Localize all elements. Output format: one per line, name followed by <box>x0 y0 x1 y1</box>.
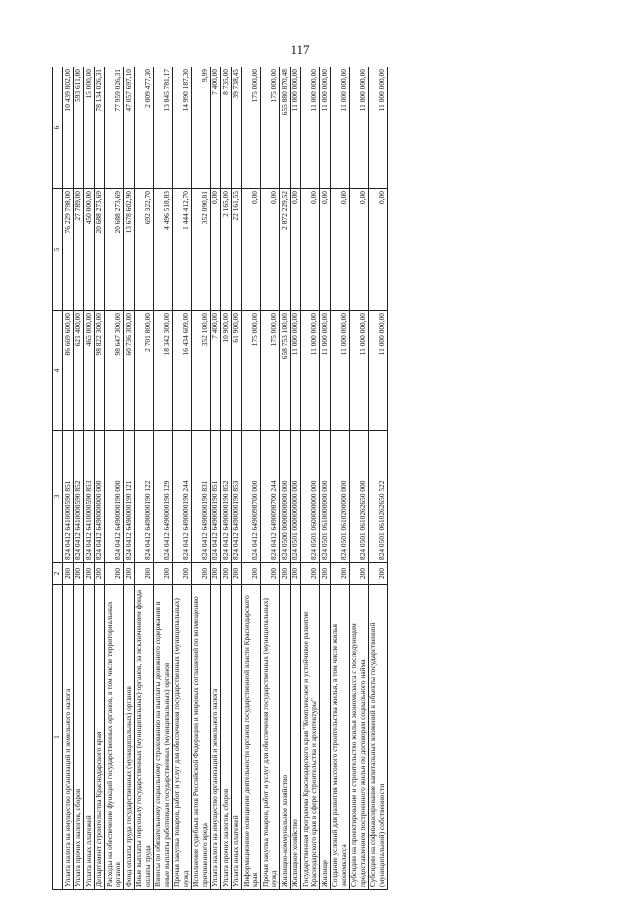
approved-amount-cell: 11 000 000,00 <box>301 311 320 431</box>
rotated-page-area <box>52 67 582 890</box>
budget-code-cell: 824 0501 0610262650 522 <box>368 431 387 563</box>
budget-code-cell: 824 0412 6410000590 853 <box>84 431 95 563</box>
item-name-cell: Субсидии на проектирование и строительство жилья экономкласса с последующим предоставлением построенного жилья по договорам социального найма <box>349 585 368 890</box>
table-row <box>320 67 331 890</box>
rotated-table-container <box>52 67 582 890</box>
budget-code-cell: 824 0412 6490000000 000 <box>94 431 105 563</box>
line-code-cell: 200 <box>153 563 172 585</box>
budget-code-cell: 824 0412 6490000190 121 <box>124 431 135 563</box>
table-row <box>124 67 135 890</box>
table-row <box>191 67 210 890</box>
column-header: 5 <box>53 189 63 311</box>
unexecuted-amount-cell: 11 000 000,00 <box>368 67 387 189</box>
table-row <box>349 67 368 890</box>
executed-amount-cell: 0,00 <box>368 189 387 311</box>
line-code-cell: 200 <box>231 563 242 585</box>
approved-amount-cell: 658 753 100,00 <box>280 311 291 431</box>
item-name-cell: Государственная программа Краснодарского края "Комплексное и устойчивое развитие Краснодарского края в сфере строительства и архитектуры" <box>301 585 320 890</box>
approved-amount-cell: 11 000 000,00 <box>368 311 387 431</box>
item-name-cell: Создание условий для развития массового строительства жилья, в том числе жилья экономкласса <box>330 585 349 890</box>
table-row <box>242 67 261 890</box>
table-row <box>63 67 74 890</box>
approved-amount-cell: 98 647 300,00 <box>105 311 124 431</box>
unexecuted-amount-cell: 175 000,00 <box>242 67 261 189</box>
item-name-cell: Иные выплаты персоналу государственных (муниципальных) органов, за исключением фонда оплаты труда <box>134 585 153 890</box>
table-body <box>63 67 388 890</box>
column-header: 1 <box>53 585 63 890</box>
budget-code-cell: 824 0412 6490000190 244 <box>172 431 191 563</box>
budget-code-cell: 824 0412 6490000190 831 <box>191 431 210 563</box>
approved-amount-cell: 16 434 609,00 <box>172 311 191 431</box>
item-name-cell: Прочая закупка товаров, работ и услуг для обеспечения государственных (муниципальных) нужд <box>261 585 280 890</box>
executed-amount-cell: 0,00 <box>290 189 301 311</box>
table-row <box>290 67 301 890</box>
table-row <box>368 67 387 890</box>
table-row <box>73 67 84 890</box>
executed-amount-cell: 692 322,70 <box>134 189 153 311</box>
executed-amount-cell: 4 496 518,83 <box>153 189 172 311</box>
line-code-cell: 200 <box>368 563 387 585</box>
unexecuted-amount-cell: 11 000 000,00 <box>330 67 349 189</box>
executed-amount-cell: 22 161,55 <box>231 189 242 311</box>
executed-amount-cell: 27 789,00 <box>73 189 84 311</box>
line-code-cell: 200 <box>280 563 291 585</box>
budget-code-cell: 824 0412 6490000190 122 <box>134 431 153 563</box>
approved-amount-cell: 465 000,00 <box>84 311 95 431</box>
line-code-cell: 200 <box>94 563 105 585</box>
budget-code-cell: 824 0412 6410000590 852 <box>73 431 84 563</box>
table-row <box>134 67 153 890</box>
item-name-cell: Субсидии на софинансирование капитальных вложений в объекты государственной (муниципальной) собственности <box>368 585 387 890</box>
approved-amount-cell: 621 400,00 <box>73 311 84 431</box>
page-number: 117 <box>290 42 310 57</box>
unexecuted-amount-cell: 78 134 026,31 <box>94 67 105 189</box>
table-row <box>261 67 280 890</box>
executed-amount-cell: 2 872 229,52 <box>280 189 291 311</box>
approved-amount-cell: 11 000 000,00 <box>290 311 301 431</box>
line-code-cell: 200 <box>63 563 74 585</box>
column-header: 4 <box>53 311 63 431</box>
executed-amount-cell: 450 000,00 <box>84 189 95 311</box>
line-code-cell: 200 <box>349 563 368 585</box>
line-code-cell: 200 <box>73 563 84 585</box>
table-row <box>330 67 349 890</box>
executed-amount-cell: 0,00 <box>210 189 221 311</box>
column-header: 2 <box>53 563 63 585</box>
budget-code-cell: 824 0412 6490000190 000 <box>105 431 124 563</box>
line-code-cell: 200 <box>172 563 191 585</box>
budget-code-cell: 824 0412 6490000190 852 <box>221 431 232 563</box>
budget-code-cell: 824 0500 0000000000 000 <box>280 431 291 563</box>
executed-amount-cell: 0,00 <box>242 189 261 311</box>
executed-amount-cell: 1 444 412,70 <box>172 189 191 311</box>
approved-amount-cell: 175 000,00 <box>242 311 261 431</box>
table-row <box>301 67 320 890</box>
budget-code-cell: 824 0501 0600000000 000 <box>301 431 320 563</box>
unexecuted-amount-cell: 11 000 000,00 <box>301 67 320 189</box>
approved-amount-cell: 60 736 300,00 <box>124 311 135 431</box>
executed-amount-cell: 0,00 <box>330 189 349 311</box>
unexecuted-amount-cell: 15 000,00 <box>84 67 95 189</box>
approved-amount-cell: 352 100,00 <box>191 311 210 431</box>
unexecuted-amount-cell: 11 000 000,00 <box>290 67 301 189</box>
budget-code-cell: 824 0412 6490000190 129 <box>153 431 172 563</box>
item-name-cell: Жилищное хозяйство <box>290 585 301 890</box>
item-name-cell: Уплата налога на имущество организаций и земельного налога <box>210 585 221 890</box>
line-code-cell: 200 <box>301 563 320 585</box>
unexecuted-amount-cell: 175 000,00 <box>261 67 280 189</box>
item-name-cell: Уплата иных платежей <box>84 585 95 890</box>
budget-code-cell: 824 0412 6490000190 853 <box>231 431 242 563</box>
table-row <box>210 67 221 890</box>
column-header: 3 <box>53 431 63 563</box>
item-name-cell: Уплата налога на имущество организаций и земельного налога <box>63 585 74 890</box>
approved-amount-cell: 18 342 300,00 <box>153 311 172 431</box>
unexecuted-amount-cell: 11 000 000,00 <box>320 67 331 189</box>
budget-code-cell: 824 0412 6490000190 851 <box>210 431 221 563</box>
budget-code-cell: 824 0412 6410000590 851 <box>63 431 74 563</box>
item-name-cell: Уплата прочих налогов, сборов <box>73 585 84 890</box>
approved-amount-cell: 11 000 000,00 <box>330 311 349 431</box>
item-name-cell: Уплата иных платежей <box>231 585 242 890</box>
budget-code-cell: 824 0501 0610000000 000 <box>320 431 331 563</box>
budget-code-cell: 824 0412 6490098700 244 <box>261 431 280 563</box>
unexecuted-amount-cell: 39 738,45 <box>231 67 242 189</box>
line-code-cell: 200 <box>105 563 124 585</box>
approved-amount-cell: 7 400,00 <box>210 311 221 431</box>
item-name-cell: Уплата прочих налогов, сборов <box>221 585 232 890</box>
table-row <box>94 67 105 890</box>
line-code-cell: 200 <box>84 563 95 585</box>
line-code-cell: 200 <box>261 563 280 585</box>
table-row <box>172 67 191 890</box>
item-name-cell: Жилищно-коммунальное хозяйство <box>280 585 291 890</box>
executed-amount-cell: 0,00 <box>320 189 331 311</box>
table-header-row <box>53 67 63 890</box>
executed-amount-cell: 0,00 <box>349 189 368 311</box>
line-code-cell: 200 <box>330 563 349 585</box>
executed-amount-cell: 76 229 798,00 <box>63 189 74 311</box>
table-row <box>105 67 124 890</box>
line-code-cell: 200 <box>320 563 331 585</box>
approved-amount-cell: 10 900,00 <box>221 311 232 431</box>
executed-amount-cell: 352 090,01 <box>191 189 210 311</box>
column-header: 6 <box>53 67 63 189</box>
line-code-cell: 200 <box>134 563 153 585</box>
unexecuted-amount-cell: 9,99 <box>191 67 210 189</box>
budget-execution-table <box>52 67 388 890</box>
approved-amount-cell: 98 822 300,00 <box>94 311 105 431</box>
line-code-cell: 200 <box>221 563 232 585</box>
approved-amount-cell: 2 701 800,00 <box>134 311 153 431</box>
executed-amount-cell: 0,00 <box>301 189 320 311</box>
unexecuted-amount-cell: 7 400,00 <box>210 67 221 189</box>
item-name-cell: Департамент строительства Краснодарского края <box>94 585 105 890</box>
unexecuted-amount-cell: 10 439 802,00 <box>63 67 74 189</box>
budget-code-cell: 824 0412 6490098700 000 <box>242 431 261 563</box>
item-name-cell: Прочая закупка товаров, работ и услуг для обеспечения государственных (муниципальных) нужд <box>172 585 191 890</box>
executed-amount-cell: 13 678 602,90 <box>124 189 135 311</box>
unexecuted-amount-cell: 2 009 477,30 <box>134 67 153 189</box>
unexecuted-amount-cell: 593 611,00 <box>73 67 84 189</box>
approved-amount-cell: 175 000,00 <box>261 311 280 431</box>
unexecuted-amount-cell: 14 990 187,30 <box>172 67 191 189</box>
table-row <box>231 67 242 890</box>
item-name-cell: Жилище <box>320 585 331 890</box>
line-code-cell: 200 <box>242 563 261 585</box>
unexecuted-amount-cell: 47 057 697,10 <box>124 67 135 189</box>
table-row <box>280 67 291 890</box>
unexecuted-amount-cell: 13 845 781,17 <box>153 67 172 189</box>
executed-amount-cell: 20 688 273,69 <box>94 189 105 311</box>
line-code-cell: 200 <box>210 563 221 585</box>
line-code-cell: 200 <box>290 563 301 585</box>
budget-code-cell: 824 0501 0610200000 000 <box>330 431 349 563</box>
approved-amount-cell: 11 000 000,00 <box>320 311 331 431</box>
table-row <box>221 67 232 890</box>
item-name-cell: Информационное освещение деятельности органов государственной власти Краснодарского края <box>242 585 261 890</box>
item-name-cell: Взносы по обязательному социальному страхованию на выплаты денежного содержания и иные выплаты работникам государственных (муниципальных) органов <box>153 585 172 890</box>
item-name-cell: Расходы на обеспечение функций государственных органов, в том числе территориальных органов <box>105 585 124 890</box>
item-name-cell: Исполнение судебных актов Российской Федерации и мировых соглашений по возмещению причиненного вреда <box>191 585 210 890</box>
table-row <box>153 67 172 890</box>
approved-amount-cell: 11 000 000,00 <box>349 311 368 431</box>
approved-amount-cell: 61 900,00 <box>231 311 242 431</box>
item-name-cell: Фонд оплаты труда государственных (муниципальных) органов <box>124 585 135 890</box>
budget-code-cell: 824 0501 0000000000 000 <box>290 431 301 563</box>
budget-code-cell: 824 0501 0610262650 000 <box>349 431 368 563</box>
unexecuted-amount-cell: 8 735,00 <box>221 67 232 189</box>
unexecuted-amount-cell: 11 000 000,00 <box>349 67 368 189</box>
line-code-cell: 200 <box>124 563 135 585</box>
table-row <box>84 67 95 890</box>
approved-amount-cell: 86 669 600,00 <box>63 311 74 431</box>
line-code-cell: 200 <box>191 563 210 585</box>
executed-amount-cell: 20 688 273,69 <box>105 189 124 311</box>
unexecuted-amount-cell: 655 880 870,48 <box>280 67 291 189</box>
unexecuted-amount-cell: 77 959 026,31 <box>105 67 124 189</box>
executed-amount-cell: 2 165,00 <box>221 189 232 311</box>
executed-amount-cell: 0,00 <box>261 189 280 311</box>
